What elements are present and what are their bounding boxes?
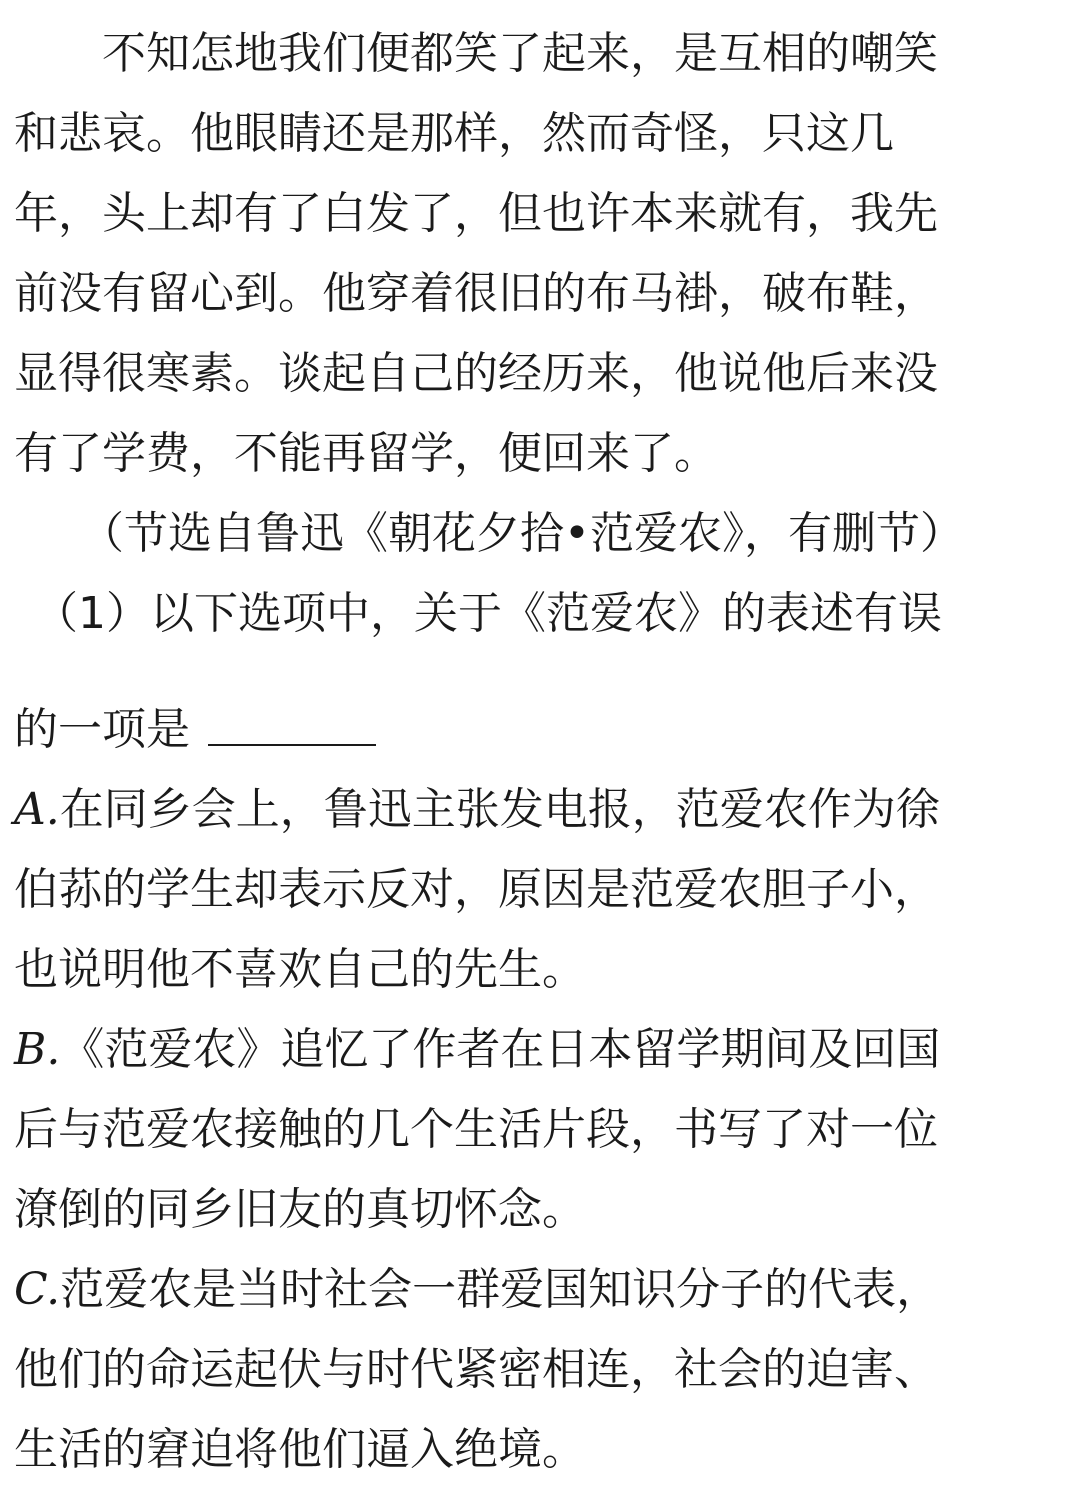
passage-line: 和悲哀。他眼睛还是那样，然而奇怪，只这几	[14, 108, 894, 159]
option-text: 《范爱农》追忆了作者在日本留学期间及回国	[60, 1024, 941, 1075]
option-line: 后与范爱农接触的几个生活片段，书写了对一位	[14, 1104, 938, 1155]
option-a	[14, 770, 1060, 1010]
option-line	[14, 770, 1060, 850]
passage-line: 显得很寒素。谈起自己的经历来，他说他后来没	[14, 348, 938, 399]
option-line: 伯荪的学生却表示反对，原因是范爱农胆子小，	[14, 864, 938, 915]
option-line: 潦倒的同乡旧友的真切怀念。	[14, 1184, 586, 1235]
question	[14, 574, 1060, 770]
option-c	[14, 1250, 1060, 1490]
passage-line: 不知怎地我们便都笑了起来，是互相的嘲笑	[102, 28, 938, 79]
option-letter: B.	[14, 1024, 61, 1075]
option-letter: C.	[14, 1264, 61, 1315]
passage-line: 有了学费，不能再留学，便回来了。	[14, 428, 718, 479]
option-line: 生活的窘迫将他们逼入绝境。	[14, 1424, 586, 1475]
option-line	[14, 1010, 1060, 1090]
document-page	[14, 14, 1060, 1490]
option-text: 在同乡会上，鲁迅主张发电报，范爱农作为徐	[59, 784, 940, 835]
passage-source: （节选自鲁迅《朝花夕拾•范爱农》，有删节）	[80, 508, 964, 559]
passage	[14, 14, 1060, 574]
option-b	[14, 1010, 1060, 1250]
spacer	[14, 654, 1060, 690]
option-letter: A.	[14, 784, 60, 835]
question-stem: （1）以下选项中，关于《范爱农》的表述有误	[34, 588, 942, 639]
passage-line: 前没有留心到。他穿着很旧的布马褂，破布鞋，	[14, 268, 938, 319]
passage-line: 年，头上却有了白发了，但也许本来就有，我先	[14, 188, 938, 239]
option-line: 他们的命运起伏与时代紧密相连，社会的迫害、	[14, 1344, 938, 1395]
option-text: 范爱农是当时社会一群爱国知识分子的代表，	[60, 1264, 941, 1315]
question-stem-text: 的一项是	[14, 704, 190, 755]
answer-blank[interactable]	[208, 704, 376, 746]
option-line: 也说明他不喜欢自己的先生。	[14, 944, 586, 995]
question-stem-continued	[14, 690, 1060, 770]
option-line	[14, 1250, 1060, 1330]
